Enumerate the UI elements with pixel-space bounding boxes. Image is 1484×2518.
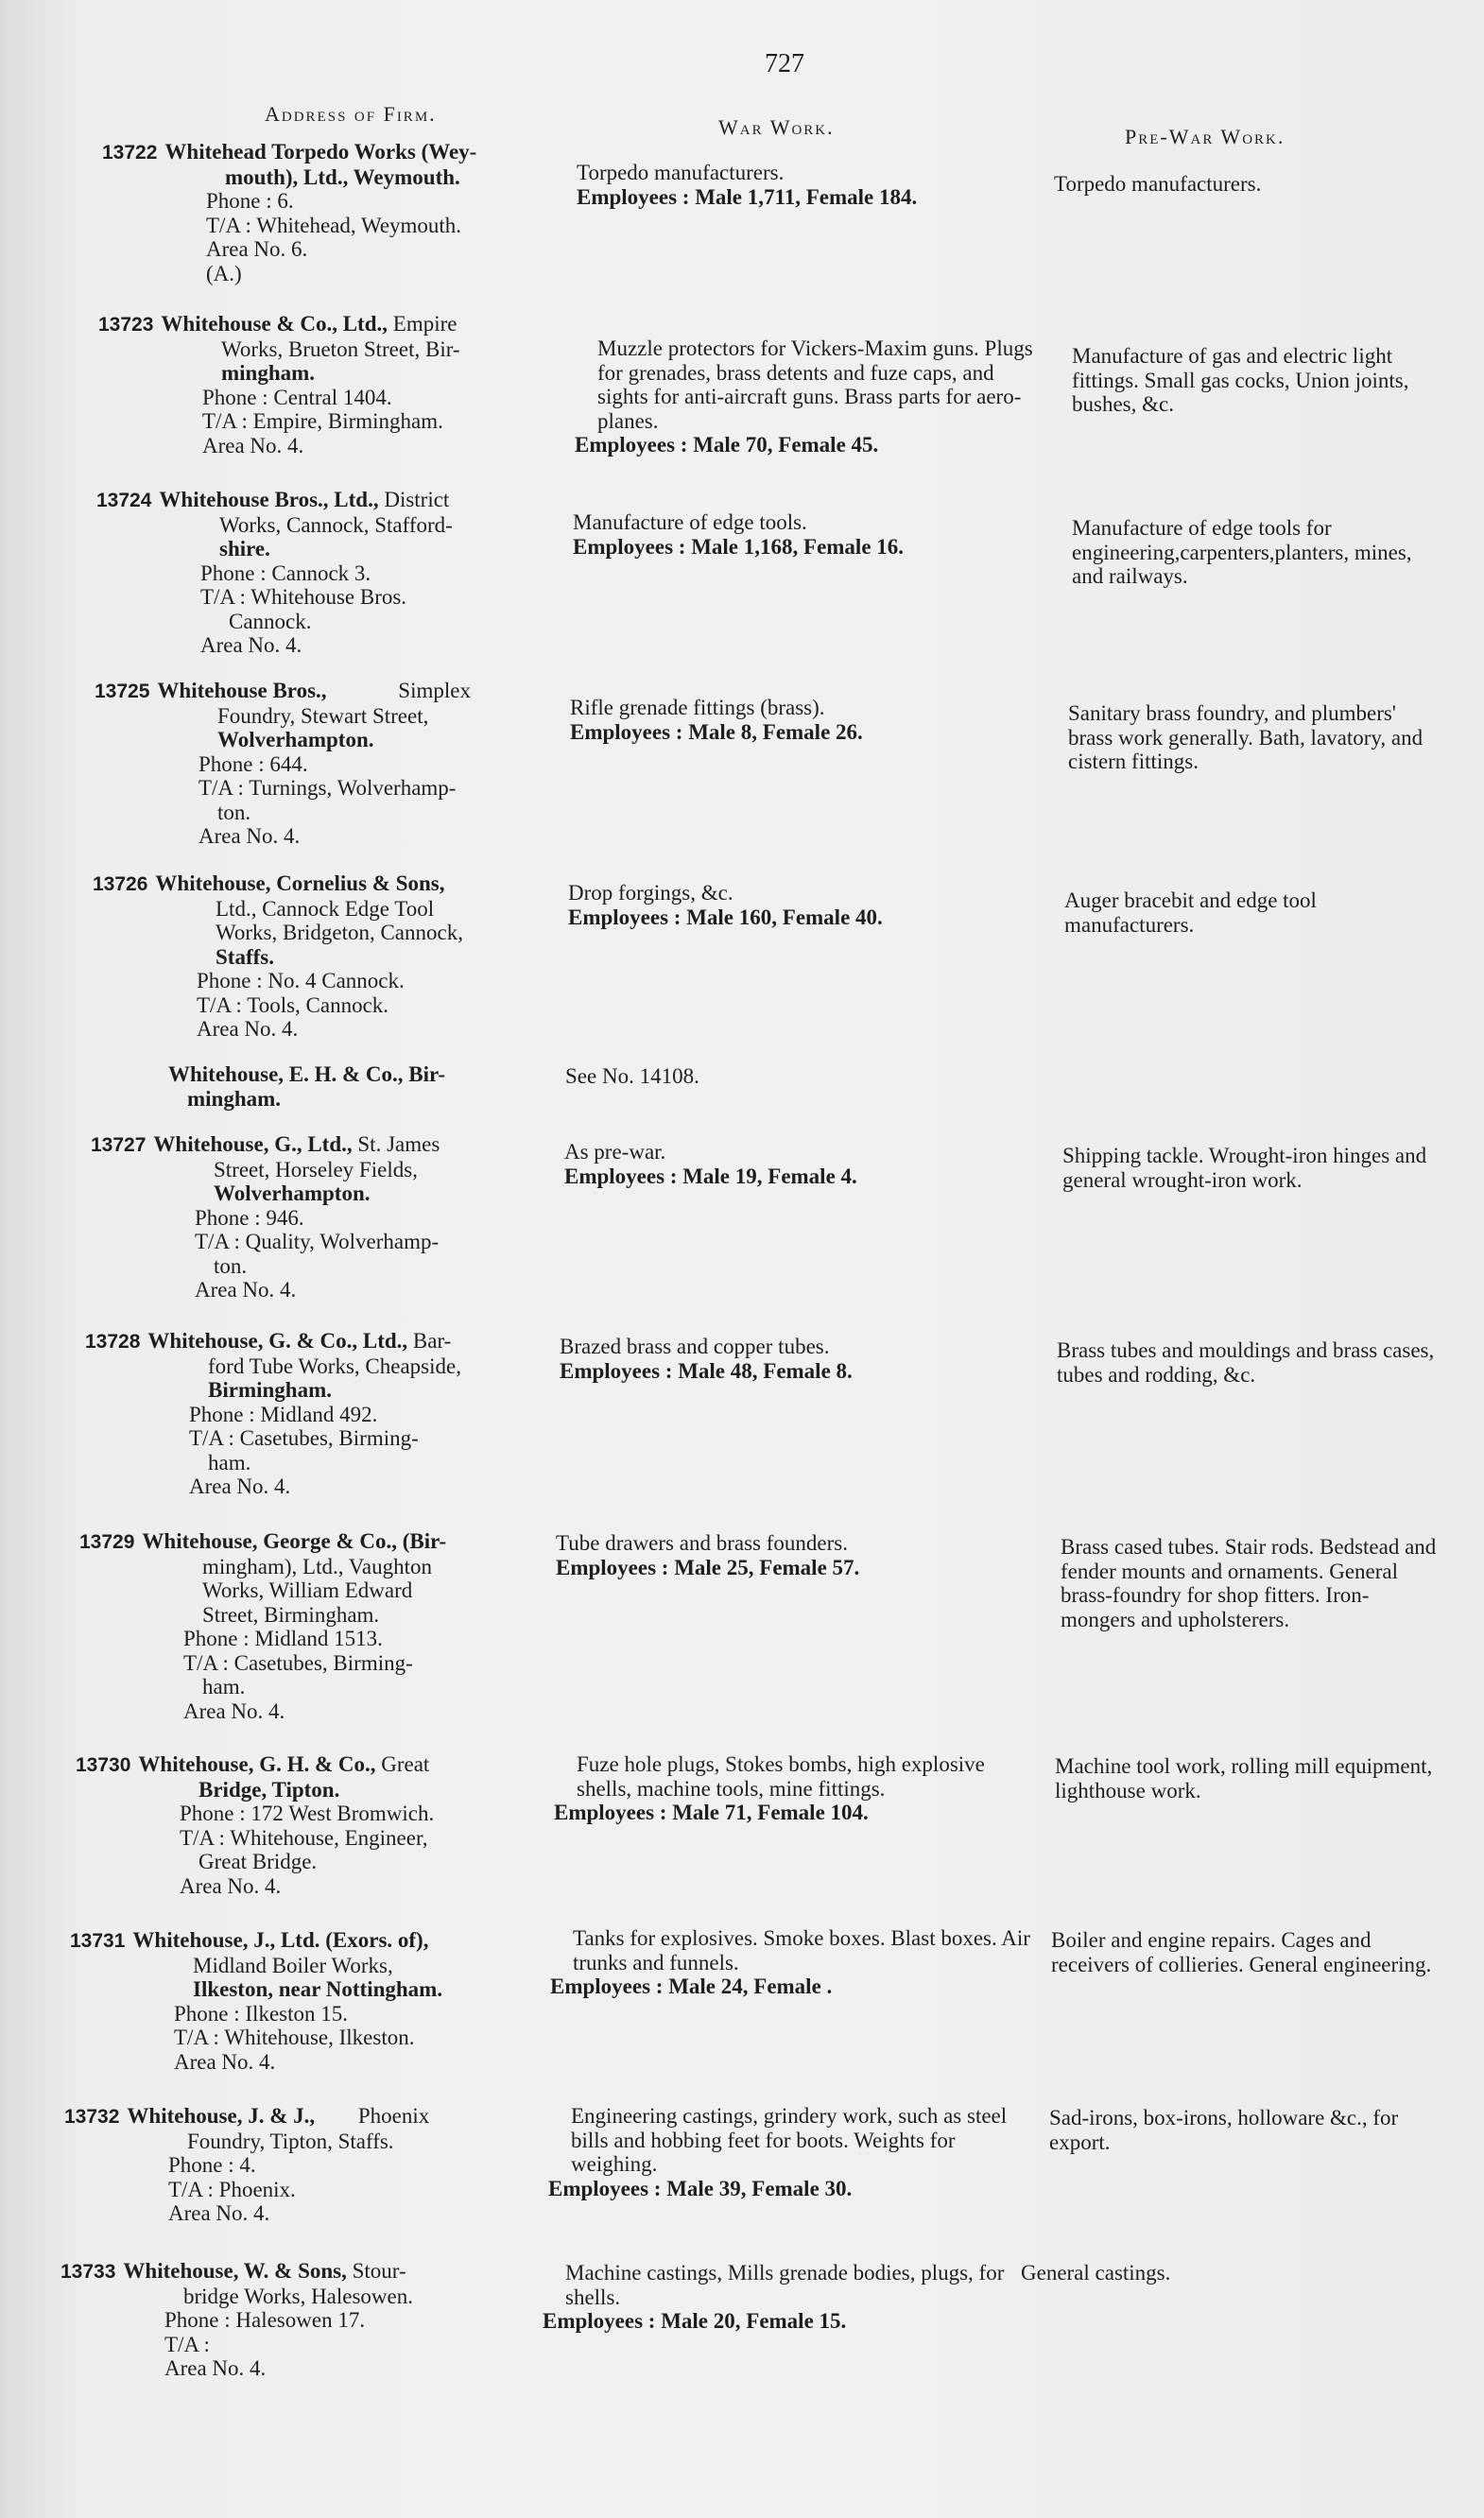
- war-work-text: Tanks for explosives. Smoke boxes. Blast boxes. Air trunks and funnels.: [573, 1926, 1030, 1975]
- firm-address: [91, 1132, 563, 1302]
- column-header-pre-war-work: Pre-War Work.: [1125, 125, 1286, 148]
- firm-address-continued: Works, Brueton Street, Bir-: [221, 336, 460, 361]
- firm-telegraph: T/A : Phoenix.: [168, 2177, 296, 2201]
- firm-area: Area No. 4.: [183, 1699, 285, 1723]
- firm-phone: Phone : 4.: [168, 2153, 256, 2177]
- firm-phone: Phone : 644.: [198, 751, 308, 776]
- firm-address-text: Phoenix: [357, 2104, 430, 2128]
- firm-address: [70, 1928, 543, 2074]
- firm-telegraph: T/A :: [164, 2332, 210, 2356]
- firm-location: shire.: [219, 537, 270, 561]
- firm-telegraph-continued: ton.: [217, 800, 251, 824]
- pre-war-work: Brass cased tubes. Stair rods. Bedstead and fender mounts and ornaments. General brass-foundry for shop fitters. Iron-mongers and upholsterers.: [1061, 1535, 1437, 1631]
- war-work-text: As pre-war.: [564, 1140, 666, 1164]
- entry-number: 13726: [93, 873, 148, 895]
- firm-name: Whitehouse, G. & Co., Ltd.,: [147, 1329, 408, 1353]
- firm-name-continued: mingham.: [187, 1086, 282, 1111]
- firm-address-continued-2: Works, Bridgeton, Cannock,: [216, 921, 463, 944]
- firm-location: Ilkeston, near Nottingham.: [193, 1977, 443, 2001]
- firm-location: Foundry, Tipton, Staffs.: [187, 2129, 394, 2153]
- firm-address: [102, 140, 575, 285]
- war-work: [543, 2261, 1028, 2334]
- employees: Employees : Male 71, Female 104.: [554, 1801, 869, 1824]
- firm-phone: Phone : Midland 492.: [189, 1402, 378, 1426]
- firm-address-text: District: [384, 488, 450, 511]
- firm-telegraph-continued: ham.: [208, 1450, 251, 1475]
- entry-number: 13727: [91, 1134, 147, 1156]
- firm-address-continued: Foundry, Stewart Street,: [217, 703, 429, 728]
- firm-telegraph: T/A : Tools, Cannock.: [197, 992, 389, 1017]
- entry-number: 13733: [60, 2261, 116, 2283]
- firm-location: Bridge, Tipton.: [198, 1777, 340, 1802]
- war-work: [573, 510, 1036, 559]
- firm-phone: Phone : No. 4 Cannock.: [197, 969, 405, 992]
- firm-address-continued: Ltd., Cannock Edge Tool: [216, 896, 435, 921]
- firm-address-text: Bar-: [412, 1329, 452, 1353]
- firm-location: Street, Birmingham.: [202, 1602, 380, 1627]
- employees: Employees : Male 20, Female 15.: [543, 2309, 847, 2333]
- entry-number: 13730: [76, 1754, 131, 1776]
- firm-telegraph: T/A : Whitehouse, Ilkeston.: [174, 2026, 415, 2049]
- pre-war-work: Manufacture of gas and electric light fittings. Small gas cocks, Union joints, bushes, &c.: [1072, 344, 1409, 416]
- employees: Employees : Male 39, Female 30.: [548, 2176, 853, 2200]
- firm-phone: Phone : Midland 1513.: [183, 1627, 383, 1650]
- firm-area: Area No. 4.: [202, 433, 304, 457]
- employees: Employees : Male 70, Female 45.: [575, 433, 879, 457]
- firm-name: Whitehouse Bros.,: [157, 679, 327, 702]
- firm-area: Area No. 4.: [180, 1873, 282, 1898]
- firm-address-text: Stour-: [352, 2259, 406, 2283]
- firm-telegraph-continued: ton.: [214, 1253, 248, 1278]
- entry-number: 13724: [96, 490, 152, 511]
- firm-phone: Phone : Cannock 3.: [200, 561, 371, 585]
- pre-war-work: Shipping tackle. Wrought-iron hinges and general wrought-iron work.: [1062, 1144, 1427, 1192]
- war-work-text: Muzzle protectors for Vickers-Maxim guns. Plugs for grenades, brass detents and fuze caps, and sights for anti-aircraft guns. Brass parts for aero-planes.: [597, 336, 1033, 433]
- firm-name: Whitehouse Bros., Ltd.,: [159, 488, 379, 511]
- war-work: [577, 161, 1040, 209]
- firm-area: Area No. 4.: [168, 2201, 270, 2225]
- firm-address-text: Simplex: [398, 679, 471, 702]
- war-work: [570, 696, 1033, 744]
- pre-war-work: Manufacture of edge tools for engineering,carpenters,planters, mines, and railways.: [1072, 516, 1412, 588]
- firm-telegraph: T/A : Whitehouse Bros.: [200, 585, 407, 609]
- firm-address: [64, 2104, 537, 2226]
- firm-telegraph: T/A : Empire, Birmingham.: [202, 409, 443, 433]
- war-work-text: Drop forgings, &c.: [568, 881, 733, 905]
- war-work: [575, 336, 1049, 457]
- war-work-text: See No. 14108.: [565, 1064, 699, 1088]
- entry-number: 13731: [70, 1930, 126, 1952]
- war-work: [564, 1140, 1027, 1188]
- firm-phone: Phone : Ilkeston 15.: [174, 2001, 348, 2026]
- war-work: [568, 881, 1031, 929]
- firm-address: [60, 2259, 533, 2381]
- firm-phone: Phone : 946.: [195, 1205, 304, 1230]
- firm-phone: Phone : Halesowen 17.: [164, 2308, 366, 2332]
- war-work-text: Machine castings, Mills grenade bodies, plugs, for shells.: [565, 2261, 1005, 2309]
- firm-location: Wolverhampton.: [214, 1181, 371, 1205]
- firm-address-continued: Midland Boiler Works,: [193, 1953, 393, 1977]
- war-work-text: Torpedo manufacturers.: [577, 161, 785, 184]
- firm-address: [93, 871, 565, 1042]
- firm-telegraph: T/A : Turnings, Wolverhamp-: [198, 776, 457, 800]
- firm-phone: Phone : 172 West Bromwich.: [180, 1802, 435, 1825]
- firm-telegraph: T/A : Whitehead, Weymouth.: [206, 213, 462, 237]
- firm-name: Whitehouse, G., Ltd.,: [153, 1132, 353, 1156]
- employees: Employees : Male 48, Female 8.: [560, 1358, 853, 1383]
- pre-war-work: Boiler and engine repairs. Cages and receivers of collieries. General engineering.: [1051, 1928, 1432, 1976]
- firm-location: Birmingham.: [208, 1378, 332, 1402]
- firm-name: Whitehouse, George & Co., (Bir-: [142, 1529, 447, 1553]
- pre-war-work: Sad-irons, box-irons, holloware &c., for export.: [1049, 2106, 1399, 2154]
- employees: Employees : Male 19, Female 4.: [564, 1164, 857, 1188]
- pre-war-work: General castings.: [1021, 2261, 1171, 2285]
- firm-area: Area No. 4.: [164, 2356, 267, 2380]
- firm-address: [168, 1062, 565, 1111]
- firm-location: mingham.: [221, 361, 316, 385]
- war-work-text: Engineering castings, grindery work, such as steel bills and hobbing feet for boots. Weights for weighing.: [571, 2104, 1008, 2176]
- war-work: [556, 1531, 1019, 1579]
- firm-address-continued: Street, Horseley Fields,: [214, 1157, 418, 1181]
- firm-phone: Phone : Central 1404.: [202, 385, 392, 409]
- war-work: [548, 2104, 1034, 2200]
- firm-area: Area No. 6.: [206, 237, 308, 261]
- entry-number: 13732: [64, 2106, 120, 2128]
- war-work-text: Rifle grenade fittings (brass).: [570, 696, 825, 719]
- firm-area: Area No. 4.: [197, 1017, 299, 1041]
- firm-telegraph: T/A : Casetubes, Birming-: [183, 1650, 413, 1675]
- firm-area: Area No. 4.: [200, 633, 302, 657]
- war-work-text: Brazed brass and copper tubes.: [560, 1335, 830, 1358]
- firm-name: Whitehead Torpedo Works (Wey-: [164, 140, 477, 164]
- entry-number: 13723: [98, 314, 154, 336]
- firm-address-continued-2: Works, William Edward: [202, 1578, 413, 1602]
- firm-address-continued: ford Tube Works, Cheapside,: [208, 1354, 461, 1378]
- war-work-text: Manufacture of edge tools.: [573, 510, 807, 534]
- employees: Employees : Male 1,168, Female 16.: [573, 534, 905, 559]
- firm-telegraph-continued: ham.: [202, 1675, 246, 1699]
- column-header-war-work: War Work.: [718, 115, 835, 139]
- firm-name: Whitehouse & Co., Ltd.,: [161, 312, 388, 336]
- firm-phone: Phone : 6.: [206, 189, 294, 213]
- page-number: 727: [765, 49, 804, 78]
- firm-address-text: St. James: [357, 1132, 440, 1156]
- pre-war-work: Auger bracebit and edge tool manufacturers.: [1064, 888, 1317, 937]
- firm-location: Staffs.: [216, 944, 274, 969]
- firm-name-continued: mouth), Ltd., Weymouth.: [225, 164, 460, 189]
- entry-number: 13725: [95, 681, 150, 702]
- employees: Employees : Male 1,711, Female 184.: [577, 184, 918, 209]
- firm-area: Area No. 4.: [174, 2049, 276, 2074]
- pre-war-work: Machine tool work, rolling mill equipment, lighthouse work.: [1055, 1754, 1433, 1802]
- employees: Employees : Male 24, Female .: [550, 1975, 833, 1998]
- firm-address-continued: Works, Cannock, Stafford-: [219, 512, 453, 537]
- pre-war-work: Sanitary brass foundry, and plumbers' brass work generally. Bath, lavatory, and cistern fittings.: [1068, 701, 1424, 773]
- employees: Employees : Male 160, Female 40.: [568, 905, 883, 929]
- pre-war-work: Brass tubes and mouldings and brass cases, tubes and rodding, &c.: [1057, 1338, 1435, 1387]
- employees: Employees : Male 25, Female 57.: [556, 1555, 860, 1579]
- firm-address: [79, 1529, 552, 1723]
- war-work: [550, 1926, 1032, 1999]
- firm-address-text: Empire: [392, 312, 457, 336]
- firm-name: Whitehouse, J. & J.,: [127, 2104, 316, 2128]
- war-work-text: Fuze hole plugs, Stokes bombs, high explosive shells, machine tools, mine fittings.: [577, 1752, 985, 1801]
- firm-name: Whitehouse, J., Ltd. (Exors. of),: [132, 1928, 429, 1952]
- firm-address: [85, 1329, 558, 1499]
- firm-location: bridge Works, Halesowen.: [183, 2284, 414, 2308]
- firm-address-text: Great: [381, 1752, 430, 1776]
- firm-address: [95, 679, 567, 849]
- firm-name: Whitehouse, Cornelius & Sons,: [155, 871, 445, 895]
- firm-address-continued: mingham), Ltd., Vaughton: [202, 1554, 432, 1578]
- war-work: [560, 1335, 1023, 1383]
- firm-location: Wolverhampton.: [217, 728, 374, 751]
- employees: Employees : Male 8, Female 26.: [570, 719, 863, 744]
- firm-telegraph: T/A : Whitehouse, Engineer,: [180, 1825, 428, 1850]
- war-work-text: Tube drawers and brass founders.: [556, 1531, 848, 1555]
- firm-telegraph-continued: Cannock.: [229, 609, 312, 633]
- firm-address: [96, 488, 569, 658]
- column-header-address: Address of Firm.: [265, 102, 437, 126]
- war-work: [565, 1064, 1028, 1089]
- firm-telegraph: T/A : Casetubes, Birming-: [189, 1426, 419, 1450]
- entry-number: 13728: [85, 1331, 141, 1353]
- firm-name: Whitehouse, W. & Sons,: [123, 2259, 347, 2283]
- war-work: [554, 1752, 1036, 1825]
- pre-war-work: Torpedo manufacturers.: [1054, 172, 1262, 196]
- entry-number: 13729: [79, 1531, 135, 1553]
- firm-name: Whitehouse, E. H. & Co., Bir-: [168, 1062, 446, 1086]
- entry-number: 13722: [102, 142, 158, 164]
- firm-name: Whitehouse, G. H. & Co.,: [138, 1752, 376, 1776]
- firm-address: [76, 1752, 548, 1898]
- firm-telegraph: T/A : Quality, Wolverhamp-: [195, 1230, 440, 1253]
- firm-area: Area No. 4.: [195, 1278, 297, 1302]
- firm-note: (A.): [206, 261, 242, 285]
- firm-area: Area No. 4.: [189, 1475, 291, 1498]
- firm-telegraph-continued: Great Bridge.: [198, 1850, 318, 1873]
- firm-address: [98, 312, 571, 457]
- firm-area: Area No. 4.: [198, 824, 301, 848]
